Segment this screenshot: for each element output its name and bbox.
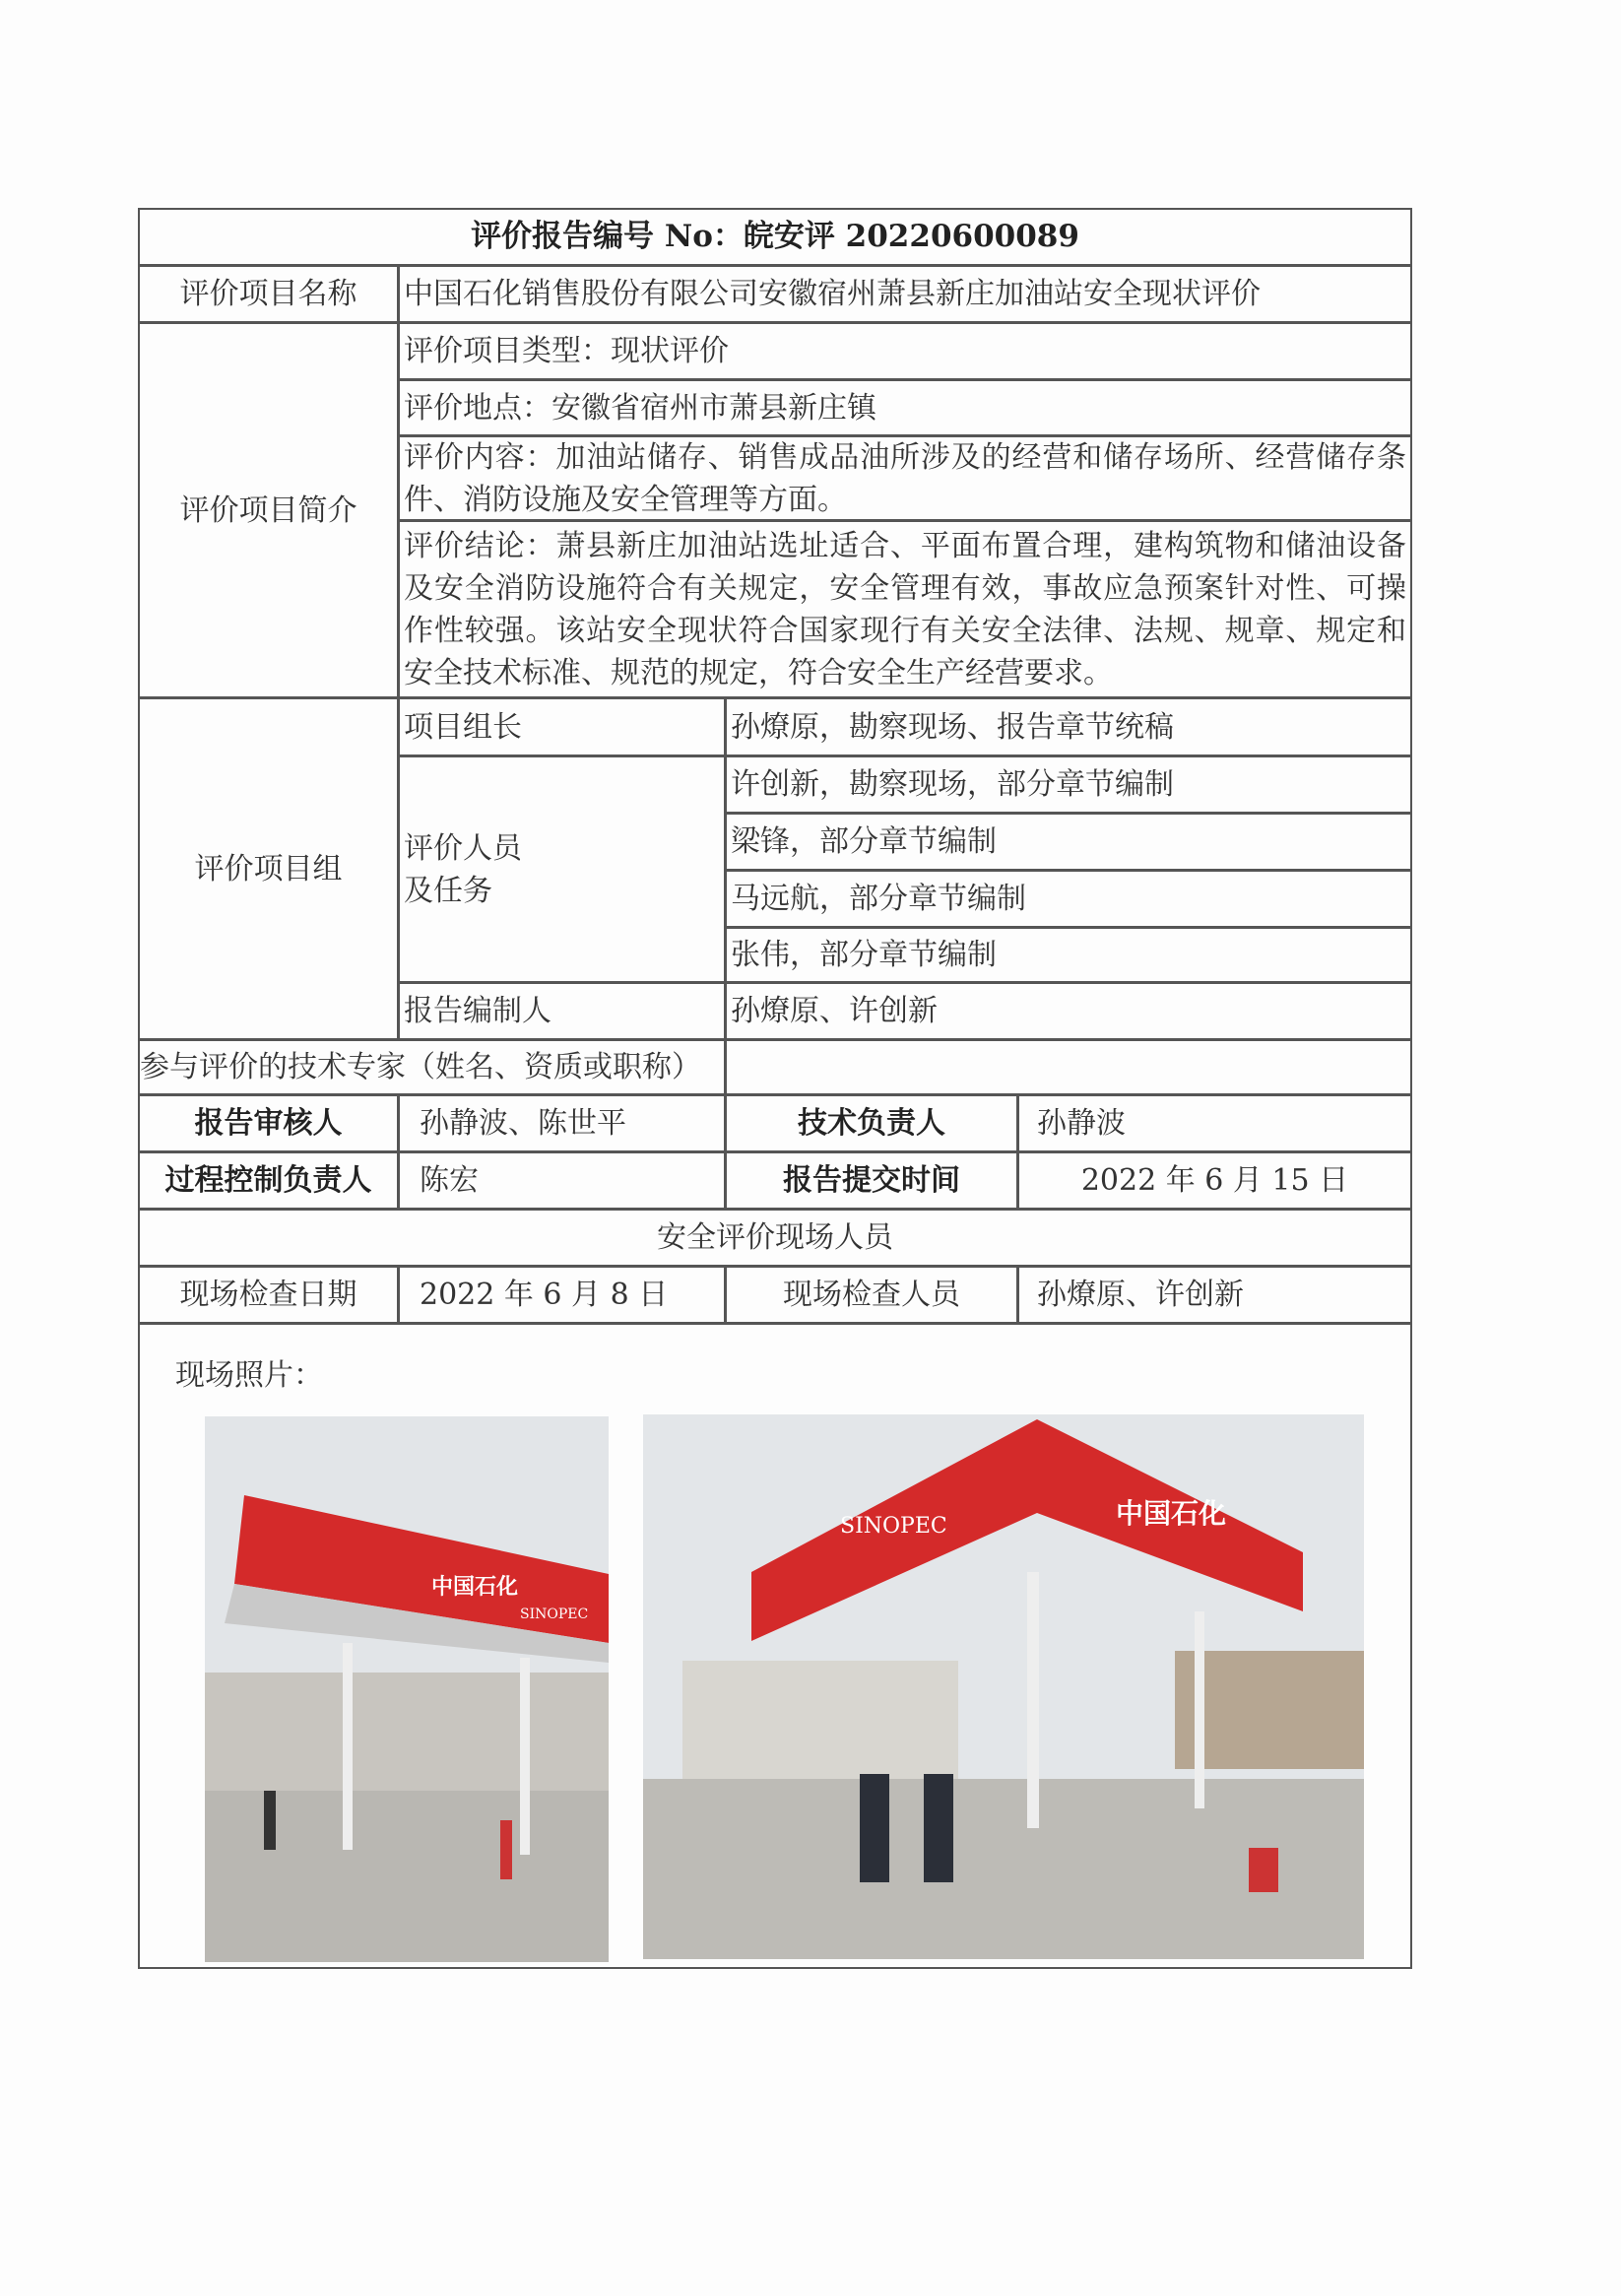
inspectors-label: 现场检查人员: [725, 1266, 1018, 1324]
compiler-value: 孙燎原、许创新: [725, 982, 1412, 1040]
member-row: 梁锋，部分章节编制: [725, 813, 1412, 871]
project-name-value: 中国石化销售股份有限公司安徽宿州萧县新庄加油站安全现状评价: [398, 265, 1412, 323]
site-photo-left: [205, 1416, 609, 1962]
photo-sign-en: SINOPEC: [840, 1514, 947, 1539]
leader-label: 项目组长: [398, 697, 726, 756]
member-row: 张伟，部分章节编制: [725, 927, 1412, 983]
photo-sign-cn: 中国石化: [431, 1574, 519, 1600]
tech-lead-label: 技术负责人: [725, 1094, 1018, 1152]
tech-lead-value: 孙静波: [1017, 1094, 1412, 1152]
compiler-label: 报告编制人: [398, 982, 726, 1040]
team-label: 评价项目组: [138, 697, 399, 1040]
members-label: 评价人员 及任务: [398, 755, 726, 983]
inspect-date-label: 现场检查日期: [138, 1266, 399, 1324]
summary-location: 评价地点：安徽省宿州市萧县新庄镇: [398, 379, 1412, 436]
report-number: 评价报告编号 No：皖安评 20220600089: [138, 208, 1412, 266]
reviewer-label: 报告审核人: [138, 1094, 399, 1152]
member-row: 马远航，部分章节编制: [725, 870, 1412, 928]
submit-label: 报告提交时间: [725, 1151, 1018, 1210]
process-value: 陈宏: [398, 1151, 726, 1210]
inspectors-value: 孙燎原、许创新: [1017, 1266, 1412, 1324]
experts-label: 参与评价的技术专家（姓名、资质或职称）: [138, 1039, 726, 1095]
process-label: 过程控制负责人: [138, 1151, 399, 1210]
reviewer-value: 孙静波、陈世平: [398, 1094, 726, 1152]
inspect-date-value: 2022 年 6 月 8 日: [398, 1266, 726, 1324]
photo-sign-cn: 中国石化: [1116, 1497, 1227, 1530]
project-name-label: 评价项目名称: [138, 265, 399, 323]
photos-label: 现场照片：: [175, 1358, 323, 1393]
summary-label: 评价项目简介: [138, 322, 399, 698]
member-row: 许创新，勘察现场，部分章节编制: [725, 755, 1412, 814]
photo-sign-en: SINOPEC: [520, 1607, 589, 1622]
site-personnel-header: 安全评价现场人员: [138, 1209, 1412, 1267]
submit-value: 2022 年 6 月 15 日: [1017, 1151, 1412, 1210]
site-photo-right: [643, 1414, 1364, 1959]
summary-content: 评价内容：加油站储存、销售成品油所涉及的经营和储存场所、经营储存条件、消防设施及安全管理等方面。: [398, 435, 1412, 521]
experts-value: [725, 1039, 1412, 1095]
summary-conclusion: 评价结论：萧县新庄加油站选址适合、平面布置合理，建构筑物和储油设备及安全消防设施符合有关规定，安全管理有效，事故应急预案针对性、可操作性较强。该站安全现状符合国家现行有关安全法律、法规、规章、规定和安全技术标准、规范的规定，符合安全生产经营要求。: [398, 520, 1412, 698]
leader-value: 孙燎原，勘察现场、报告章节统稿: [725, 697, 1412, 756]
summary-type: 评价项目类型：现状评价: [398, 322, 1412, 380]
